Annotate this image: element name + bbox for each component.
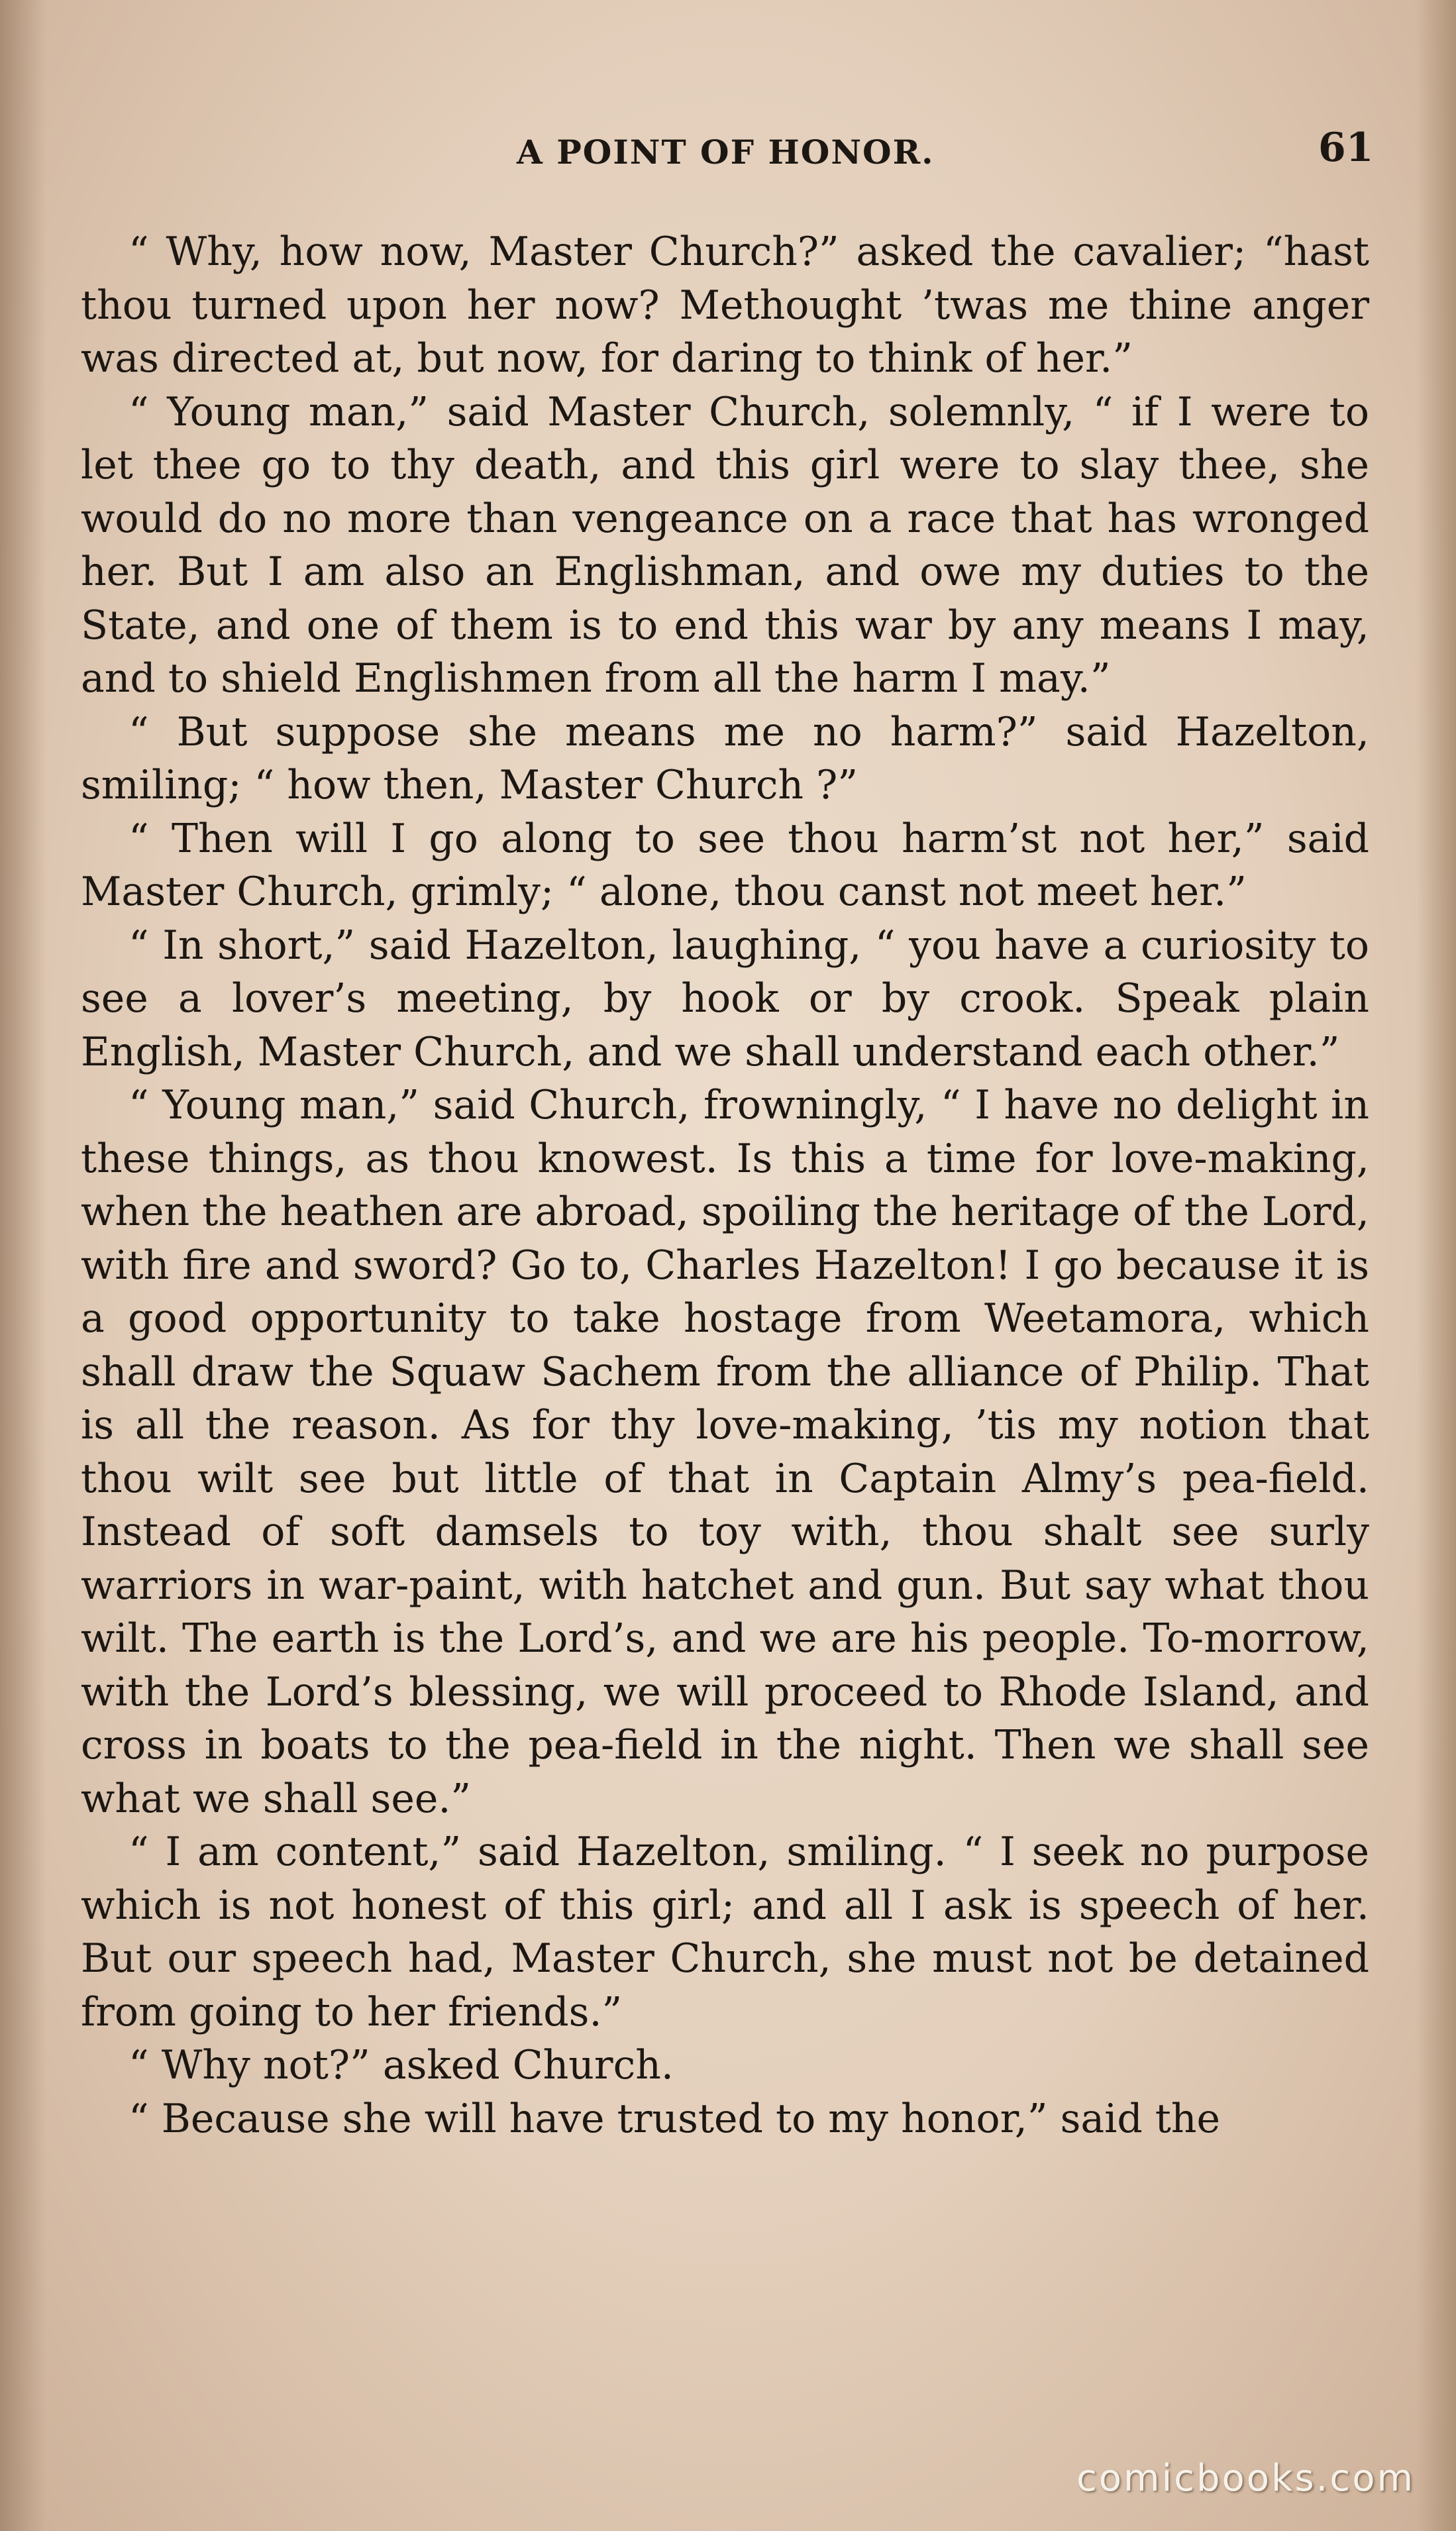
paragraph: “ I am content,” said Hazelton, smiling. “ I seek no purpose which is not honest of this girl; and all I ask is speech of her. But our speech had, Master Church, she must not be detained from going to her friends.” [81,1829,1369,2035]
paragraph: “ Why not?” asked Church. [129,2042,674,2088]
paragraph: “ But suppose she means me no harm?” said Hazelton, smiling; “ how then, Master Church ?” [81,708,1369,808]
paragraph: “ Young man,” said Church, frowningly, “ I have no delight in these things, as thou knowest. Is this a time for love-making, when the heathen are abroad, spoiling the heritage of the Lord, with fire and sword? Go to, Charles Hazelton! I go because it is a good opportunity to take hostage from Weetamora, which shall draw the Squaw Sachem from the alliance of Philip. That is all the reason. As for thy love-making, ’tis my notion that thou wilt see but little of that in Captain Almy’s pea-field. Instead of soft damsels to toy with, thou shalt see surly warriors in war-paint, with hatchet and gun. But say what thou wilt. The earth is the Lord’s, and we are his people. To-morrow, with the Lord’s blessing, we will proceed to Rhode Island, and cross in boats to the pea-field in the night. Then we shall see what we shall see.” [81,1082,1369,1822]
paragraph: “ Because she will have trusted to my honor,” said the [129,2095,1221,2142]
paragraph: “ In short,” said Hazelton, laughing, “ you have a curiosity to see a lover’s meeting, by hook or by crook. Speak plain English, Master Church, and we shall understand each other.” [81,922,1369,1075]
page-edge-shadow-left [0,0,46,2531]
paragraph: “ Young man,” said Master Church, solemnly, “ if I were to let thee go to thy death, and this girl were to slay thee, she would do no more than vengeance on a race that has wronged her. But I am also an Englishman, and owe my duties to the State, and one of them is to end this war by any means I may, and to shield Englishmen from all the harm I may.” [81,388,1369,702]
running-head: A POINT OF HONOR. [517,133,935,172]
page-edge-shadow-right [1416,0,1456,2531]
paragraph: “ Then will I go along to see thou harm’st not her,” said Master Church, grimly; “ alone, thou canst not meet her.” [81,815,1369,915]
watermark: comicbooks.com [1076,2457,1416,2500]
body-text [81,225,1369,2145]
page-number: 61 [1318,125,1374,171]
paragraph: “ Why, how now, Master Church?” asked the cavalier; “hast thou turned upon her now? Methought ’twas me thine anger was directed at, but now, for daring to think of her.” [81,229,1369,382]
